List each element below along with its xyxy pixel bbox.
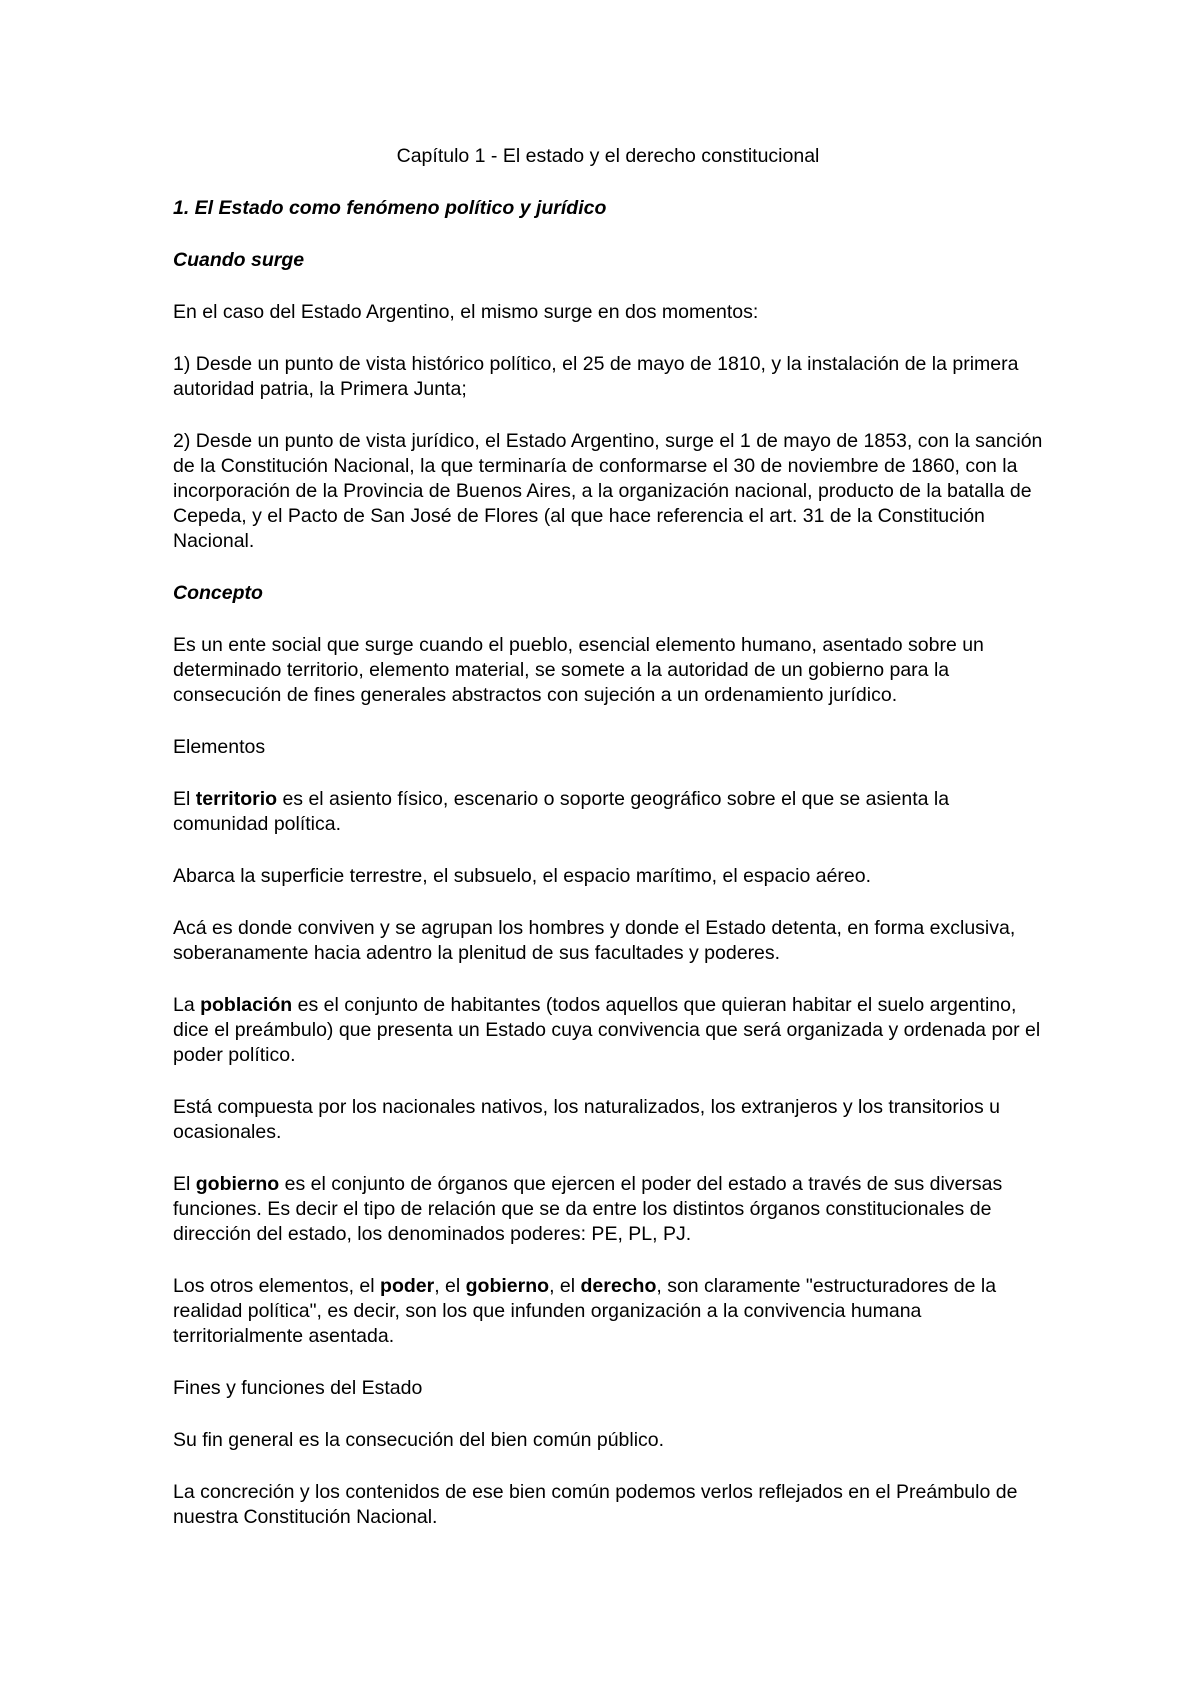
paragraph-intro: En el caso del Estado Argentino, el mismo surge en dos momentos:: [173, 301, 759, 323]
paragraph-fin-general: Su fin general es la consecución del bien común público.: [173, 1429, 665, 1451]
gobierno-post: es el conjunto de órganos que ejercen el poder del estado a través de sus diversas funciones. Es decir el tipo de relación que se da entre los distintos órganos constitucionales de dirección del estado, los denominados poderes: PE, PL, PJ.: [173, 1173, 1003, 1245]
paragraph-abarca: Abarca la superficie terrestre, el subsuelo, el espacio marítimo, el espacio aéreo.: [173, 865, 872, 887]
paragraph-momento-2: 2) Desde un punto de vista jurídico, el Estado Argentino, surge el 1 de mayo de 1853, con la sanción de la Constitución Nacional, la que terminaría de conformarse el 30 de noviembre de 1860, con la incorporación de la Provincia de Buenos Aires, a la organización nacional, producto de la batalla de Cepeda, y el Pacto de San José de Flores (al que hace referencia el art. 31 de la Constitución Nacional.: [173, 430, 1043, 552]
paragraph-concrecion: La concreción y los contenidos de ese bien común podemos verlos reflejados en el Preámbulo de nuestra Constitución Nacional.: [173, 1481, 1018, 1528]
gobierno-term: gobierno: [195, 1173, 280, 1195]
territorio-term: territorio: [195, 788, 278, 810]
paragraph-elementos: Elementos: [173, 736, 266, 758]
otros-post: , son claramente "estructuradores de la realidad política", es decir, son los que infunden organización a la convivencia humana territorialmente asentada.: [173, 1275, 997, 1347]
otros-term-gobierno: gobierno: [465, 1275, 550, 1297]
paragraph-concepto: Es un ente social que surge cuando el pueblo, esencial elemento humano, asentado sobre un determinado territorio, elemento material, se somete a la autoridad de un gobierno para la consecución de fines generales abstractos con sujeción a un ordenamiento jurídico.: [173, 634, 984, 706]
territorio-post: es el asiento físico, escenario o soporte geográfico sobre el que se asienta la comunidad política.: [173, 788, 950, 835]
gobierno-pre: El: [173, 1173, 196, 1195]
paragraph-gobierno: [173, 1172, 1043, 1247]
poblacion-term: población: [200, 994, 293, 1016]
paragraph-momento-1: 1) Desde un punto de vista histórico político, el 25 de mayo de 1810, y la instalación de la primera autoridad patria, la Primera Junta;: [173, 353, 1019, 400]
paragraph-territorio: [173, 787, 1043, 837]
paragraph-otros-elementos: [173, 1274, 1043, 1349]
poblacion-post: es el conjunto de habitantes (todos aquellos que quieran habitar el suelo argentino, dice el preámbulo) que presenta un Estado cuya convivencia que será organizada y ordenada por el poder político.: [173, 994, 1041, 1066]
section-heading: 1. El Estado como fenómeno político y jurídico: [173, 197, 607, 219]
chapter-title: Capítulo 1 - El estado y el derecho constitucional: [396, 145, 820, 167]
paragraph-compuesta: Está compuesta por los nacionales nativos, los naturalizados, los extranjeros y los transitorios u ocasionales.: [173, 1096, 1000, 1143]
otros-mid-2: , el: [549, 1275, 581, 1297]
paragraph-fines: Fines y funciones del Estado: [173, 1377, 423, 1399]
subheading-concepto: Concepto: [173, 582, 263, 604]
poblacion-pre: La: [173, 994, 201, 1016]
document-page: [173, 144, 1043, 1557]
otros-pre: Los otros elementos, el: [173, 1275, 381, 1297]
paragraph-poblacion: [173, 993, 1043, 1068]
subheading-cuando-surge: Cuando surge: [173, 249, 305, 271]
otros-mid-1: , el: [434, 1275, 466, 1297]
otros-term-poder: poder: [380, 1275, 435, 1297]
otros-term-derecho: derecho: [580, 1275, 657, 1297]
paragraph-aca: Acá es donde conviven y se agrupan los hombres y donde el Estado detenta, en forma exclusiva, soberanamente hacia adentro la plenitud de sus facultades y poderes.: [173, 917, 1016, 964]
territorio-pre: El: [173, 788, 196, 810]
